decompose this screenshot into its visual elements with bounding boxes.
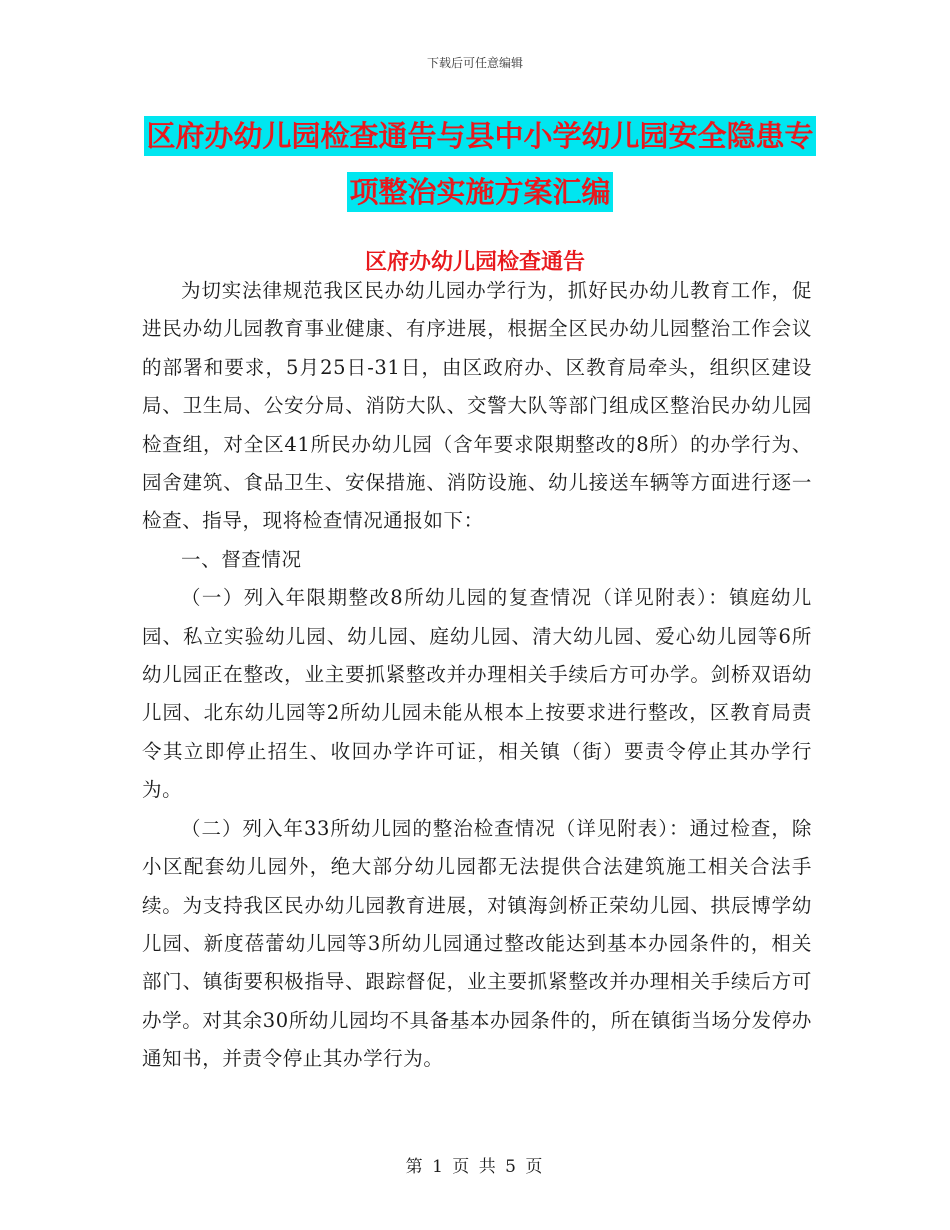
paragraph-intro: 为切实法律规范我区民办幼儿园办学行为，抓好民办幼儿教育工作，促进民办幼儿园教育事业健康、有序进展，根据全区民办幼儿园整治工作会议的部署和要求，5月25日-31日，由区政府办、区教育局牵头，组织区建设局、卫生局、公安分局、消防大队、交警大队等部门组成区整治民办幼儿园检查组，对全区41所民办幼儿园（含年要求限期整改的8所）的办学行为、园舍建筑、食品卫生、安保措施、消防设施、幼儿接送车辆等方面进行逐一检查、指导，现将检查情况通报如下： — [142, 279, 812, 533]
page-number-footer: 第 1 页 共 5 页 — [405, 1157, 545, 1177]
document-title-line-1: 区府办幼儿园检查通告与县中小学幼儿园安全隐患专 — [144, 116, 815, 156]
page-header-note: 下载后可任意编辑 — [426, 56, 523, 70]
section-title: 区府办幼儿园检查通告 — [364, 250, 585, 275]
paragraph-item-1: （一）列入年限期整改8所幼儿园的复查情况（详见附表）：镇庭幼儿园、私立实验幼儿园、幼儿园、庭幼儿园、清大幼儿园、爱心幼儿园等6所幼儿园正在整改，业主要抓紧整改并办理相关手续后方可办学。剑桥双语幼儿园、北东幼儿园等2所幼儿园未能从根本上按要求进行整改，区教育局责令其立即停止招生、收回办学许可证，相关镇（街）要责令停止其办学行为。 — [142, 586, 812, 802]
document-title — [140, 108, 820, 220]
paragraph-heading-inspection: 一、督查情况 — [181, 547, 302, 571]
document-title-line-2: 项整治实施方案汇编 — [347, 172, 612, 212]
document-body — [142, 272, 812, 1079]
paragraph-item-2: （二）列入年33所幼儿园的整治检查情况（详见附表）：通过检查，除小区配套幼儿园外，绝大部分幼儿园都无法提供合法建筑施工相关合法手续。为支持我区民办幼儿园教育进展，对镇海剑桥正荣幼儿园、拱辰博学幼儿园、新度蓓蕾幼儿园等3所幼儿园通过整改能达到基本办园条件的，相关部门、镇街要积极指导、跟踪督促，业主要抓紧整改并办理相关手续后方可办学。对其余30所幼儿园均不具备基本办园条件的，所在镇街当场分发停办通知书，并责令停止其办学行为。 — [142, 816, 812, 1071]
